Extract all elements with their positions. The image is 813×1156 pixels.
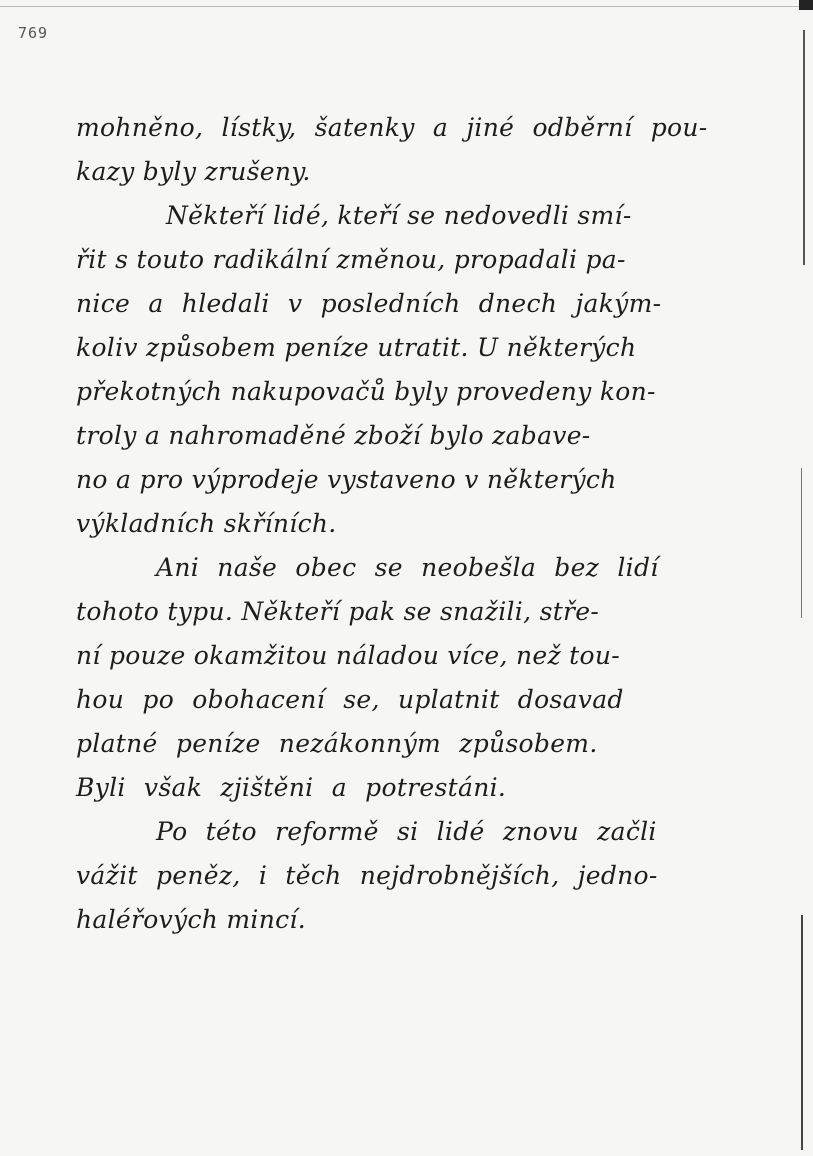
text-line: Po této reformě si lidé znovu začli — [156, 817, 657, 846]
text-line: nice a hledali v posledních dnech jakým- — [76, 289, 662, 318]
text-line: Byli však zjištěni a potrestáni. — [76, 773, 507, 802]
text-line: řit s touto radikální změnou, propadali pa- — [76, 245, 626, 274]
page-number: 769 — [18, 24, 49, 42]
binding-edge-line — [801, 468, 802, 618]
text-line: platné peníze nezákonným způsobem. — [76, 729, 598, 758]
text-line: tohoto typu. Někteří pak se snažili, stře- — [76, 597, 600, 626]
text-line: mohněno, lístky, šatenky a jiné odběrní pou- — [76, 113, 708, 142]
text-line: koliv způsobem peníze utratit. U některých — [76, 333, 637, 362]
text-line: vážit peněz, i těch nejdrobnějších, jedno- — [76, 861, 658, 890]
text-line: no a pro výprodeje vystaveno v některých — [76, 465, 617, 494]
binding-edge-line — [803, 30, 805, 265]
text-line: Někteří lidé, kteří se nedovedli smí- — [166, 201, 632, 230]
text-line: Ani naše obec se neobešla bez lidí — [156, 553, 659, 582]
scan-corner-mark — [799, 0, 813, 10]
scan-top-edge — [0, 0, 813, 7]
text-line: hou po obohacení se, uplatnit dosavad — [76, 685, 624, 714]
text-line: překotných nakupovačů byly provedeny kon- — [76, 377, 656, 406]
text-line: ní pouze okamžitou náladou více, než tou- — [76, 641, 621, 670]
text-line: troly a nahromaděné zboží bylo zabave- — [76, 421, 591, 450]
text-line: kazy byly zrušeny. — [76, 157, 311, 186]
text-line: výkladních skříních. — [76, 509, 337, 538]
text-line: haléřových mincí. — [76, 905, 306, 934]
binding-edge-line — [801, 915, 803, 1150]
handwritten-text — [76, 106, 766, 942]
